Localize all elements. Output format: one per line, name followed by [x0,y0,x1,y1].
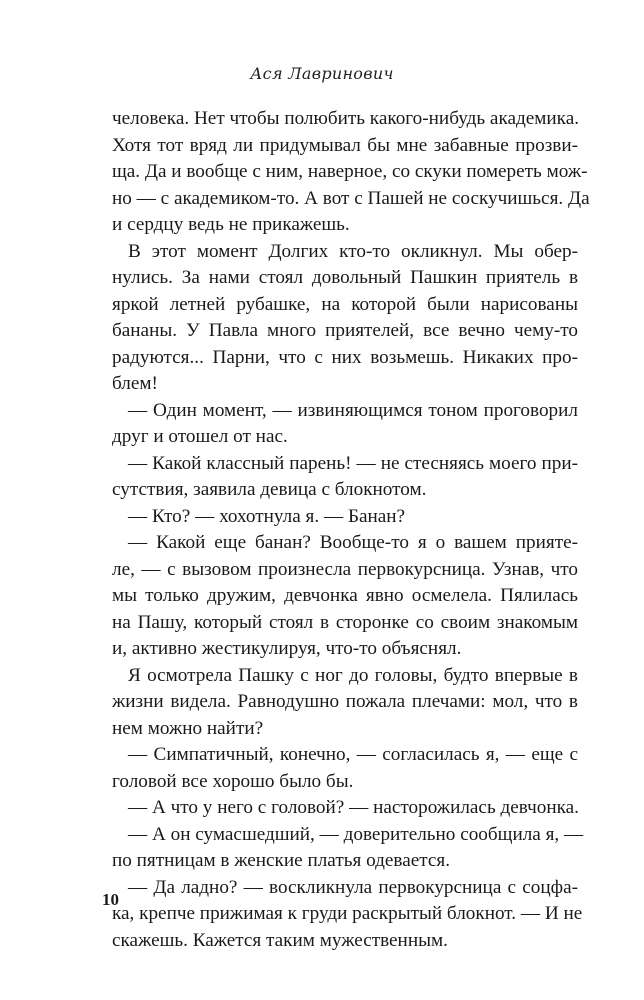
page-number: 10 [102,890,119,909]
text-line: — Один момент, — извиняющимся тоном проговорил [128,399,578,421]
text-line: на Пашу, который стоял в сторонке со своим знакомым [112,611,578,633]
text-line: бананы. У Павла много приятелей, все вечно чему-то [112,320,578,341]
text-line: жизни видела. Равнодушно пожала плечами: мол, что в [112,691,578,712]
text-line: ща. Да и вообще с ним, наверное, со скуки помереть мож- [112,161,588,182]
text-line: радуются... Парни, что с них возьмешь. Никаких про- [112,346,578,368]
text-line: блем! [112,373,158,394]
text-line: — Да ладно? — воскликнула первокурсница с соцфа- [128,876,578,898]
text-line: по пятницам в женские платья одевается. [112,850,451,871]
running-head-author: Ася Лавринович [250,64,394,83]
text-line: — Симпатичный, конечно, — согласилась я, — еще с [128,744,578,765]
text-line: скажешь. Кажется таким мужественным. [112,929,448,951]
text-line: мы только дружим, девчонка явно осмелела. Пялилась [112,585,578,606]
text-line: ка, крепче прижимая к груди раскрытый блокнот. — И не [112,903,583,924]
text-line: но — с академиком-то. А вот с Пашей не соскучишься. Да [112,187,590,209]
text-line: ле, — с вызовом произнесла первокурсница. Узнав, что [112,558,578,580]
text-line: и сердцу ведь не прикажешь. [112,214,350,235]
text-line: В этот момент Долгих кто-то окликнул. Мы обер- [128,240,578,262]
text-line: и, активно жестикулируя, что-то объяснял. [112,638,462,659]
text-line: друг и отошел от нас. [112,426,288,447]
text-line: — Кто? — хохотнула я. — Банан? [128,505,406,527]
text-line: — Какой классный парень! — не стесняясь моего при- [128,452,578,474]
text-line: яркой летней рубашке, на которой были нарисованы [112,293,578,315]
text-line: Хотя тот вряд ли придумывал бы мне забавные прозви- [112,134,578,156]
text-line: человека. Нет чтобы полюбить какого-нибудь академика. [112,108,580,129]
text-line: сутствия, заявила девица с блокнотом. [112,479,427,500]
text-line: — А он сумасшедший, — доверительно сообщила я, — [128,823,584,845]
text-line: головой все хорошо было бы. [112,770,354,792]
text-line: — А что у него с головой? — насторожилась девчонка. [128,797,579,818]
text-line: Я осмотрела Пашку с ног до головы, будто впервые в [128,664,578,686]
text-line: — Какой еще банан? Вообще-то я о вашем прияте- [128,532,578,553]
text-line: нулись. За нами стоял довольный Пашкин приятель в [112,267,578,288]
body-text [112,106,590,954]
text-line: нем можно найти? [112,717,264,739]
